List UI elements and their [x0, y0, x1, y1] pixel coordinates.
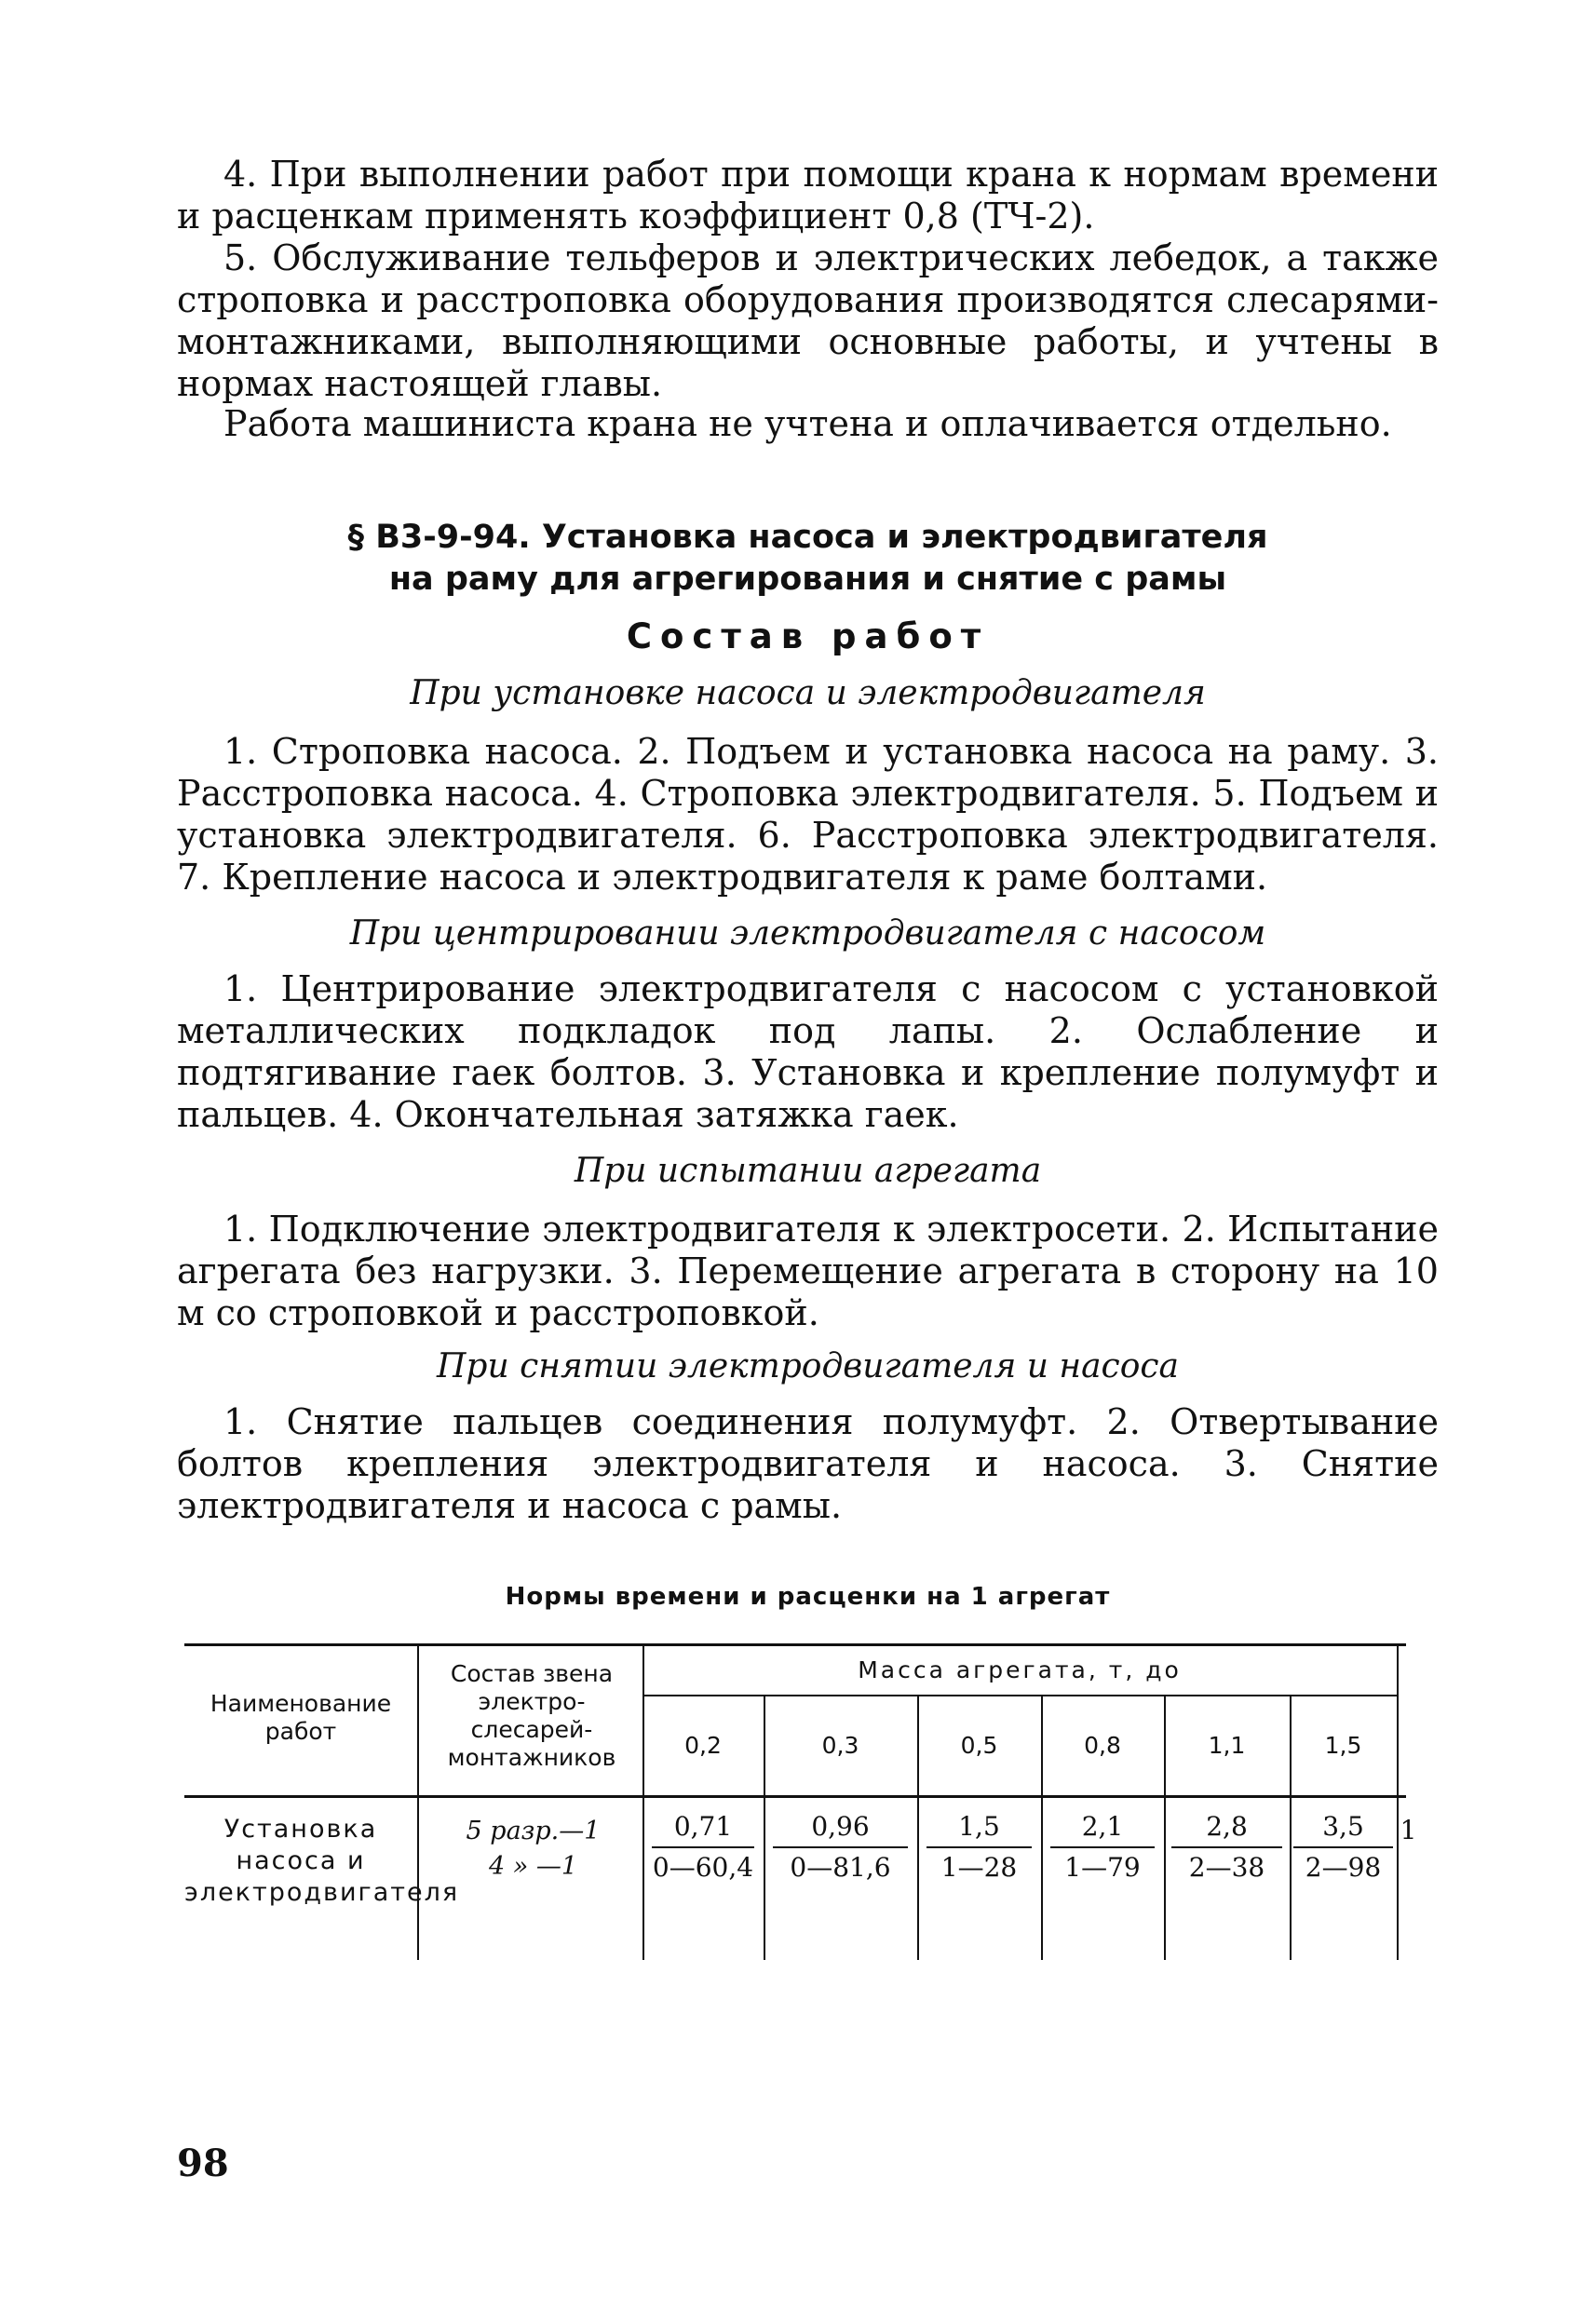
mass-value: 0,8 — [1084, 1732, 1121, 1759]
paragraph-5: 5. Обслуживание тельферов и электрических лебедок, а также строповка и расстроповка оборудования производятся слесарями-монтажниками, выполняющими основные работы, и учтены в нормах настоящей главы. — [177, 237, 1439, 404]
norms-table — [177, 1643, 1415, 1960]
section-title-line1: § В3-9-94. Установка насоса и электродвигателя — [347, 519, 1268, 556]
norm-time: 3,5 — [1293, 1811, 1393, 1848]
norm-rate: 1—28 — [940, 1852, 1018, 1883]
group-text: 1. Строповка насоса. 2. Подъем и установка насоса на раму. 3. Расстроповка насоса. 4. Строповка электродвигателя. 5. Подъем и установка электродвигателя. 6. Расстроповка электродвигателя. 7. Крепление насоса и электродвигателя к раме болтами. — [177, 731, 1439, 898]
norm-rate: 1—79 — [1064, 1852, 1141, 1883]
table-caption: Нормы времени и расценки на 1 агрегат — [505, 1583, 1111, 1611]
mass-value: 1,5 — [1324, 1732, 1362, 1759]
row-crew — [428, 1814, 638, 1885]
table-mass-rule — [642, 1695, 1397, 1696]
group-subtitle: При установке насоса и электродвигателя — [410, 674, 1206, 712]
row-number: 1 — [1400, 1815, 1417, 1845]
norm-cell — [926, 1811, 1032, 1885]
group-text: 1. Снятие пальцев соединения полумуфт. 2. Отвертывание болтов крепления электродвигателя и насоса. 3. Снятие электродвигателя и насоса с рамы. — [177, 1401, 1439, 1526]
norm-cell — [1050, 1811, 1155, 1885]
header-mass: Масса агрегата, т, до — [858, 1656, 1182, 1683]
norm-cell — [652, 1811, 754, 1885]
row-work-name: Установка насоса и электродвигателя — [184, 1815, 460, 1907]
group-subtitle: При центрировании электродвигателя с насосом — [349, 914, 1266, 953]
group-text: 1. Центрирование электродвигателя с насосом с установкой металлических подкладок под лапы. 2. Ослабление и подтягивание гаек болтов. 3. Установка и крепление полумуфт и пальцев. 4. Окончательная затяжка гаек. — [177, 968, 1439, 1135]
norm-cell — [1171, 1811, 1282, 1885]
mass-value: 0,5 — [960, 1732, 998, 1759]
norm-time: 2,8 — [1171, 1811, 1282, 1848]
group-text: 1. Подключение электродвигателя к электросети. 2. Испытание агрегата без нагрузки. 3. Перемещение агрегата в сторону на 10 м со строповкой и расстроповкой. — [177, 1209, 1439, 1333]
mass-value: 0,2 — [684, 1732, 722, 1759]
norm-time: 1,5 — [926, 1811, 1032, 1848]
table-header-rule — [184, 1795, 1406, 1798]
group-subtitle: При снятии электродвигателя и насоса — [437, 1347, 1179, 1385]
table-col-divider — [642, 1643, 644, 1960]
table-col-divider — [1397, 1643, 1399, 1960]
crew-line: 5 разр.—1 — [466, 1817, 601, 1845]
norm-rate: 2—38 — [1188, 1852, 1265, 1883]
norm-time: 0,96 — [773, 1811, 908, 1848]
header-work-name: Наименование работ — [210, 1690, 392, 1745]
norm-rate: 0—60,4 — [652, 1852, 754, 1883]
table-top-rule — [184, 1643, 1406, 1646]
mass-value: 0,3 — [821, 1732, 859, 1759]
paragraph-4: 4. При выполнении работ при помощи крана к нормам времени и расценкам применять коэффициент 0,8 (ТЧ-2). — [177, 154, 1439, 237]
norm-time: 0,71 — [652, 1811, 754, 1848]
group-subtitle: При испытании агрегата — [574, 1152, 1042, 1190]
page-number: 98 — [177, 2142, 229, 2185]
paragraph-crane-operator: Работа машиниста крана не учтена и оплачивается отдельно. — [223, 403, 1392, 444]
norm-rate: 0—81,6 — [790, 1852, 891, 1883]
header-crew: Состав звена электро-слесарей-монтажников — [447, 1660, 616, 1771]
norm-cell — [773, 1811, 908, 1885]
norm-rate: 2—98 — [1305, 1852, 1382, 1883]
crew-line: 4 » —1 — [488, 1852, 578, 1881]
norm-time: 2,1 — [1050, 1811, 1155, 1848]
section-title-line2: на раму для агрегирования и снятие с рамы — [388, 561, 1227, 598]
mass-value: 1,1 — [1208, 1732, 1246, 1759]
composition-heading: Состав работ — [626, 616, 990, 656]
table-col-divider — [417, 1643, 419, 1960]
norm-cell — [1293, 1811, 1393, 1885]
